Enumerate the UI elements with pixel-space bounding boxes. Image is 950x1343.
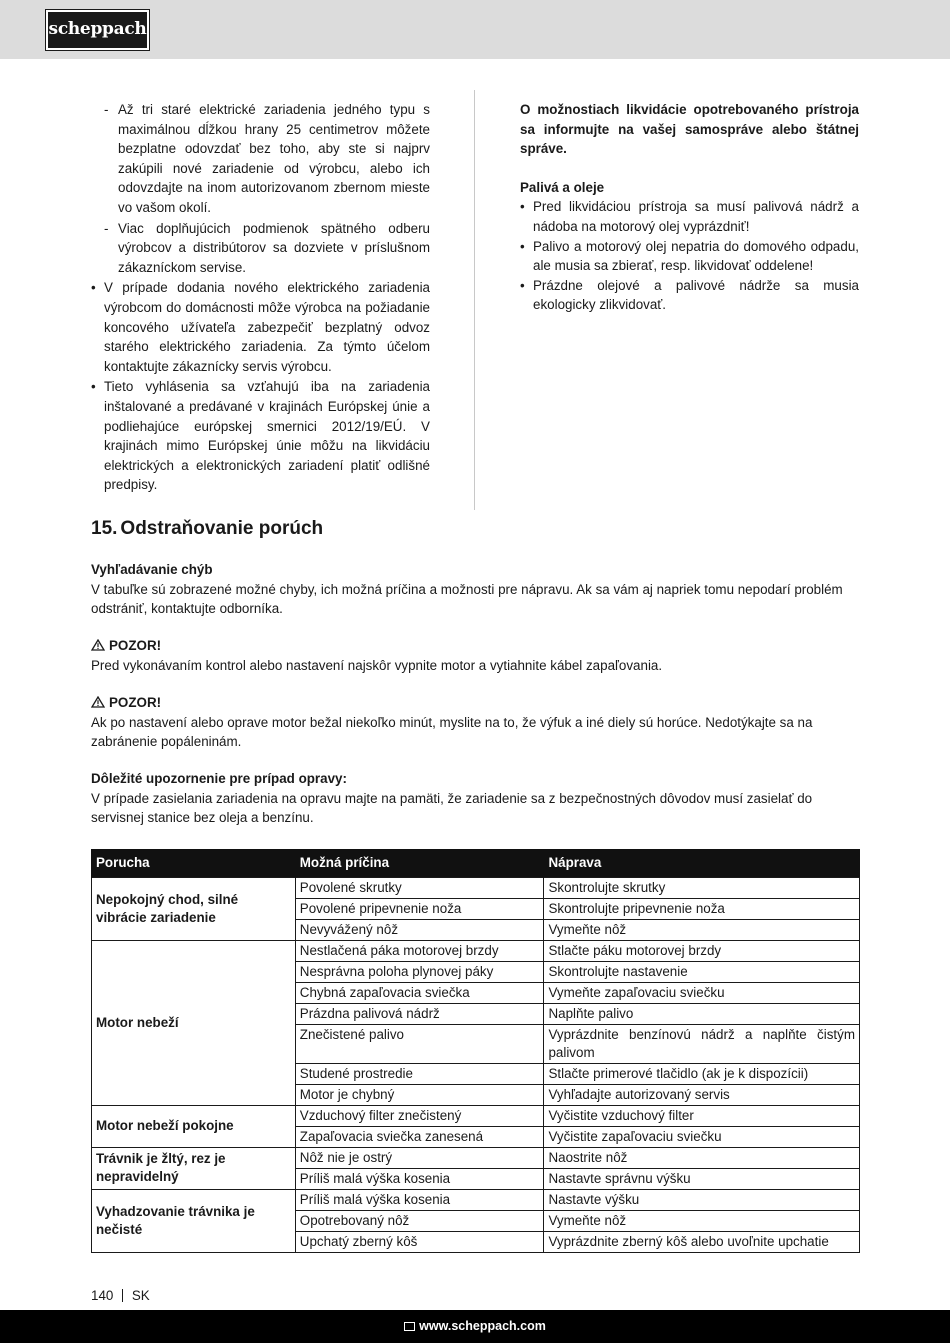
bullet-marker: • bbox=[91, 379, 96, 395]
bullet-marker: • bbox=[91, 280, 96, 296]
fault-cell: Trávnik je žltý, rez je nepravidelný bbox=[92, 1147, 296, 1189]
cause-cell: Znečistené palivo bbox=[295, 1024, 544, 1063]
bullet-item-text: Palivo a motorový olej nepatria do domového odpadu, ale musia sa zbierať, resp. likvidovať oddelene! bbox=[533, 238, 859, 274]
remedy-cell: Skontrolujte pripevnenie noža bbox=[544, 898, 860, 919]
page-number bbox=[91, 1286, 150, 1306]
repair-text: V prípade zasielania zariadenia na opravu majte na pamäti, že zariadenie sa z bezpečnostných dôvodov musí zasielať do servisnej stanice bez oleja a benzínu. bbox=[91, 790, 813, 826]
bullet-marker: • bbox=[520, 277, 525, 293]
col-header-remedy: Náprava bbox=[544, 849, 860, 877]
warning-triangle-icon bbox=[91, 639, 105, 651]
cause-cell: Povolené skrutky bbox=[295, 877, 544, 898]
fault-cell: Vyhadzovanie trávnika je nečisté bbox=[92, 1189, 296, 1252]
cause-cell: Upchatý zberný kôš bbox=[295, 1231, 544, 1252]
cause-cell: Opotrebovaný nôž bbox=[295, 1210, 544, 1231]
remedy-cell: Vyhľadajte autorizovaný servis bbox=[544, 1084, 860, 1105]
remedy-cell: Naplňte palivo bbox=[544, 1003, 860, 1024]
website-link[interactable]: www.scheppach.com bbox=[419, 1318, 546, 1333]
cause-cell: Nesprávna poloha plynovej páky bbox=[295, 961, 544, 982]
remedy-cell: Nastavte výšku bbox=[544, 1189, 860, 1210]
section-title-text: Odstraňovanie porúch bbox=[120, 518, 324, 539]
dash-item-text: Až tri staré elektrické zariadenia jedného typu s maximálnou dĺžkou hrany 25 centimetrov môžete bezplatne odovzdať bez toho, aby ste si najprv zakúpili nové zariadenie od výrobcu, alebo ich odovzdajte na inom autorizovanom zbernom mieste vo vašom okolí. bbox=[118, 102, 430, 215]
remedy-cell: Vyprázdnite benzínovú nádrž a naplňte čistým palivom bbox=[544, 1024, 860, 1063]
cause-cell: Motor je chybný bbox=[295, 1084, 544, 1105]
warning-block-2 bbox=[91, 693, 860, 752]
dash-item-text: Viac doplňujúcich podmienok spätného odberu výrobcov a distribútorov sa dozviete v príslušnom zákazníckom servise. bbox=[118, 220, 430, 275]
bullet-item bbox=[520, 197, 859, 236]
bullet-item-text: Prázdne olejové a palivové nádrže sa musia ekologicky zlikvidovať. bbox=[533, 277, 859, 313]
page-separator bbox=[122, 1289, 123, 1302]
warning-label: POZOR! bbox=[109, 638, 162, 653]
warning-heading bbox=[91, 636, 860, 656]
table-row bbox=[92, 1105, 860, 1126]
fault-cell: Motor nebeží bbox=[92, 940, 296, 1105]
bullet-item-text: V prípade dodania nového elektrického zariadenia výrobcom do domácnosti môže výrobca na požiadanie koncového užívateľa zabezpečiť bezplatný odvoz starého elektrického zariadenia. Za týmto účelom kontaktujte zákaznícky servis výrobcu. bbox=[104, 280, 430, 374]
bullet-item bbox=[520, 276, 859, 315]
cause-cell: Vzduchový filter znečistený bbox=[295, 1105, 544, 1126]
cause-cell: Nestlačená páka motorovej brzdy bbox=[295, 940, 544, 961]
cause-cell: Príliš malá výška kosenia bbox=[295, 1168, 544, 1189]
disposal-info: O možnostiach likvidácie opotrebovaného prístroja sa informujte na vašej samospráve alebo štátnej správe. bbox=[520, 102, 859, 157]
cause-cell: Povolené pripevnenie noža bbox=[295, 898, 544, 919]
cause-cell: Zapaľovacia sviečka zanesená bbox=[295, 1126, 544, 1147]
warning-block-1 bbox=[91, 636, 860, 675]
search-text: V tabuľke sú zobrazené možné chyby, ich možná príčina a možnosti pre nápravu. Ak sa vám aj napriek tomu nepodarí problém odstrániť, kontaktujte odborníka. bbox=[91, 581, 843, 617]
header-bar bbox=[0, 0, 950, 59]
warning-label: POZOR! bbox=[109, 695, 162, 710]
warning-heading bbox=[91, 693, 860, 713]
cause-cell: Chybná zapaľovacia sviečka bbox=[295, 982, 544, 1003]
search-heading: Vyhľadávanie chýb bbox=[91, 562, 213, 577]
cause-cell: Studené prostredie bbox=[295, 1063, 544, 1084]
language-code: SK bbox=[131, 1288, 150, 1303]
column-divider bbox=[474, 90, 475, 510]
dash-marker: - bbox=[104, 220, 109, 236]
bullet-item bbox=[91, 278, 430, 376]
table-row bbox=[92, 877, 860, 898]
remedy-cell: Naostrite nôž bbox=[544, 1147, 860, 1168]
fuel-heading: Palivá a oleje bbox=[520, 179, 605, 195]
section-title bbox=[91, 517, 323, 541]
remedy-cell: Vymeňte nôž bbox=[544, 1210, 860, 1231]
remedy-cell: Skontrolujte nastavenie bbox=[544, 961, 860, 982]
table-header-row bbox=[92, 849, 860, 877]
warning-triangle-icon bbox=[91, 696, 105, 708]
page-number-value: 140 bbox=[91, 1288, 114, 1303]
col-header-fault: Porucha bbox=[92, 849, 296, 877]
dash-marker: - bbox=[104, 102, 109, 117]
dash-item bbox=[91, 100, 430, 218]
computer-icon bbox=[404, 1322, 415, 1331]
brand-logo: scheppach bbox=[46, 10, 149, 50]
warning-text: Pred vykonávaním kontrol alebo nastavení najskôr vypnite motor a vytiahnite kábel zapaľovania. bbox=[91, 657, 663, 673]
remedy-cell: Stlačte primerové tlačidlo (ak je k dispozícii) bbox=[544, 1063, 860, 1084]
table-row bbox=[92, 1189, 860, 1210]
remedy-cell: Nastavte správnu výšku bbox=[544, 1168, 860, 1189]
remedy-cell: Vymeňte nôž bbox=[544, 919, 860, 940]
cause-cell: Príliš malá výška kosenia bbox=[295, 1189, 544, 1210]
table-row bbox=[92, 940, 860, 961]
bullet-marker: • bbox=[520, 199, 525, 215]
right-column bbox=[520, 100, 859, 315]
dash-item bbox=[91, 219, 430, 278]
repair-heading: Dôležité upozornenie pre prípad opravy: bbox=[91, 771, 347, 786]
remedy-cell: Vyčistite vzduchový filter bbox=[544, 1105, 860, 1126]
cause-cell: Prázdna palivová nádrž bbox=[295, 1003, 544, 1024]
table-row bbox=[92, 1147, 860, 1168]
remedy-cell: Stlačte páku motorovej brzdy bbox=[544, 940, 860, 961]
col-header-cause: Možná príčina bbox=[295, 849, 544, 877]
left-column bbox=[91, 100, 430, 495]
bullet-item-text: Pred likvidáciou prístroja sa musí palivová nádrž a nádoba na motorový olej vyprázdniť! bbox=[533, 199, 859, 234]
bullet-item bbox=[91, 377, 430, 495]
fault-cell: Motor nebeží pokojne bbox=[92, 1105, 296, 1147]
repair-note bbox=[91, 769, 860, 828]
warning-text: Ak po nastavení alebo oprave motor bežal niekoľko minút, myslite na to, že výfuk a iné diely sú horúce. Nedotýkajte sa na zabránenie popáleninám. bbox=[91, 714, 813, 750]
remedy-cell: Skontrolujte skrutky bbox=[544, 877, 860, 898]
remedy-cell: Vyčistite zapaľovaciu sviečku bbox=[544, 1126, 860, 1147]
fault-cell: Nepokojný chod, silné vibrácie zariadenie bbox=[92, 877, 296, 940]
footer-bar bbox=[0, 1310, 950, 1343]
bullet-marker: • bbox=[520, 238, 525, 254]
remedy-cell: Vymeňte zapaľovaciu sviečku bbox=[544, 982, 860, 1003]
section-number: 15. bbox=[91, 518, 118, 539]
cause-cell: Nôž nie je ostrý bbox=[295, 1147, 544, 1168]
bullet-item-text: Tieto vyhlásenia sa vzťahujú iba na zariadenia inštalované a predávané v krajinách Európskej únie a podliehajúce európskej smernici 2012/19/EÚ. V krajinách mimo Európskej únie môžu na likvidáciu elektrických a elektronických zariadení platiť odlišné predpisy. bbox=[104, 379, 430, 493]
bullet-item bbox=[520, 237, 859, 276]
cause-cell: Nevyvážený nôž bbox=[295, 919, 544, 940]
troubleshooting-intro bbox=[91, 560, 860, 619]
troubleshooting-table bbox=[91, 849, 860, 1253]
remedy-cell: Vyprázdnite zberný kôš alebo uvoľnite upchatie bbox=[544, 1231, 860, 1252]
